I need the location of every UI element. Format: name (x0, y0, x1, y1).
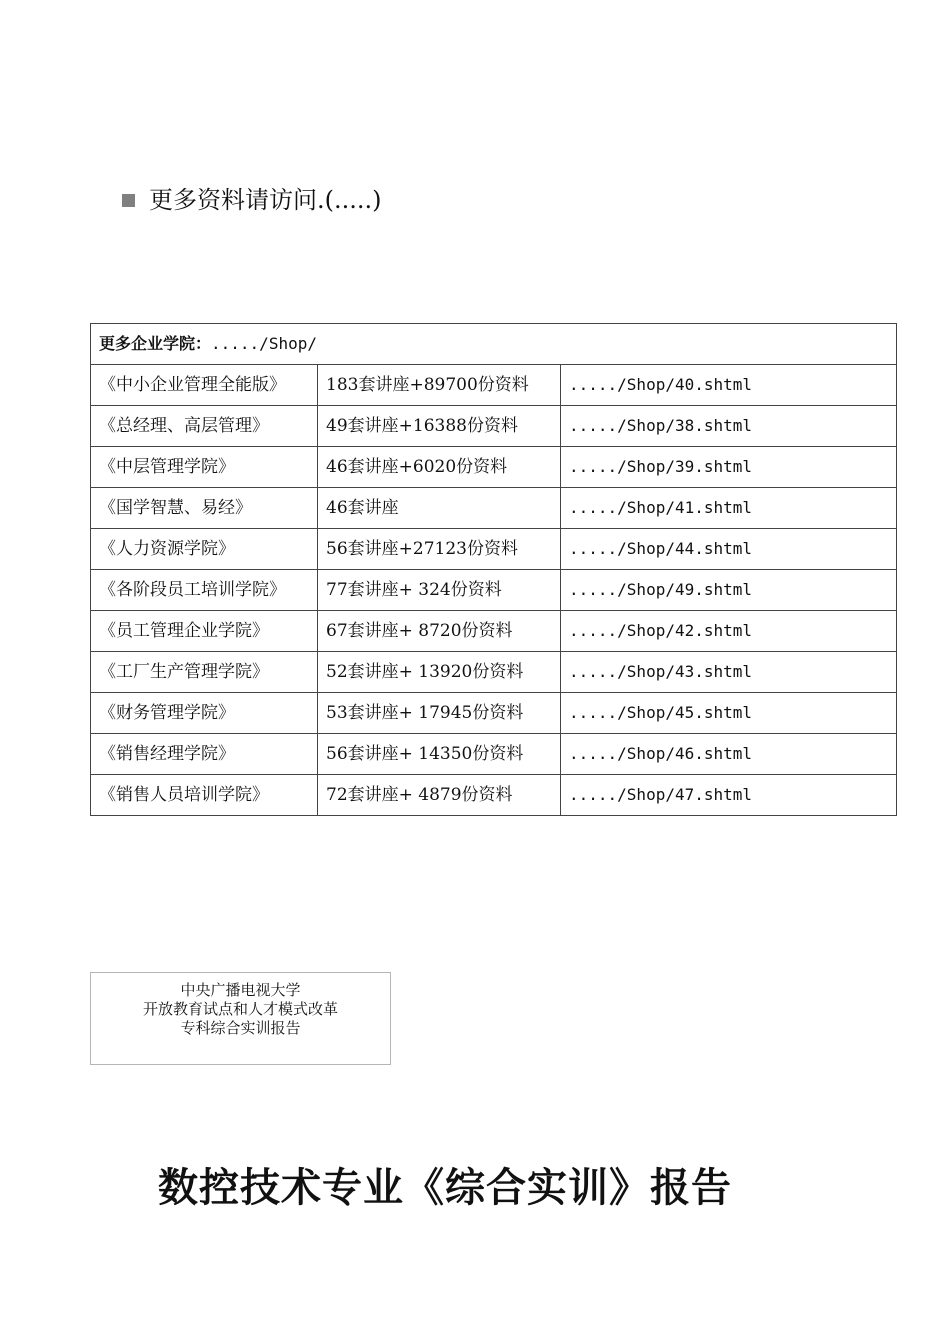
course-url-cell[interactable]: ...../Shop/47.shtml (561, 775, 897, 816)
course-content-cell: 67套讲座+ 8720份资料 (318, 611, 561, 652)
course-name-cell: 《工厂生产管理学院》 (91, 652, 318, 693)
course-name-cell: 《员工管理企业学院》 (91, 611, 318, 652)
course-name-cell: 《人力资源学院》 (91, 529, 318, 570)
course-content-cell: 49套讲座+16388份资料 (318, 406, 561, 447)
table-row (91, 693, 897, 734)
course-url-cell[interactable]: ...../Shop/43.shtml (561, 652, 897, 693)
notice-line (122, 184, 382, 216)
course-url-cell[interactable]: ...../Shop/46.shtml (561, 734, 897, 775)
course-table (90, 323, 897, 816)
table-row (91, 611, 897, 652)
course-name-cell: 《财务管理学院》 (91, 693, 318, 734)
table-header-cell (91, 324, 897, 365)
header-url[interactable]: ...../Shop/ (211, 334, 317, 353)
table-row (91, 447, 897, 488)
table-row (91, 652, 897, 693)
course-content-cell: 53套讲座+ 17945份资料 (318, 693, 561, 734)
course-content-cell: 46套讲座+6020份资料 (318, 447, 561, 488)
table-row (91, 775, 897, 816)
course-name-cell: 《各阶段员工培训学院》 (91, 570, 318, 611)
course-url-cell[interactable]: ...../Shop/44.shtml (561, 529, 897, 570)
course-url-cell[interactable]: ...../Shop/49.shtml (561, 570, 897, 611)
stamp-line-2: 开放教育试点和人才模式改革 (142, 1000, 338, 1018)
table-row (91, 365, 897, 406)
course-name-cell: 《销售人员培训学院》 (91, 775, 318, 816)
square-bullet-icon (122, 194, 135, 207)
course-name-cell: 《中层管理学院》 (91, 447, 318, 488)
course-content-cell: 46套讲座 (318, 488, 561, 529)
course-name-cell: 《销售经理学院》 (91, 734, 318, 775)
stamp-line-3: 专科综合实训报告 (180, 1019, 301, 1037)
table-row (91, 570, 897, 611)
header-label: 更多企业学院： (99, 334, 212, 353)
course-url-cell[interactable]: ...../Shop/45.shtml (561, 693, 897, 734)
table-row (91, 406, 897, 447)
course-url-cell[interactable]: ...../Shop/42.shtml (561, 611, 897, 652)
course-content-cell: 52套讲座+ 13920份资料 (318, 652, 561, 693)
table-row (91, 488, 897, 529)
course-name-cell: 《总经理、高层管理》 (91, 406, 318, 447)
stamp-line-1: 中央广播电视大学 (180, 981, 301, 999)
course-content-cell: 72套讲座+ 4879份资料 (318, 775, 561, 816)
course-url-cell[interactable]: ...../Shop/38.shtml (561, 406, 897, 447)
report-title: 数控技术专业《综合实训》报告 (158, 1165, 732, 1211)
notice-text: 更多资料请访问.(.....) (149, 186, 382, 214)
course-name-cell: 《中小企业管理全能版》 (91, 365, 318, 406)
course-url-cell[interactable]: ...../Shop/41.shtml (561, 488, 897, 529)
university-stamp-box (90, 972, 391, 1065)
course-content-cell: 56套讲座+ 14350份资料 (318, 734, 561, 775)
course-content-cell: 56套讲座+27123份资料 (318, 529, 561, 570)
table-row (91, 734, 897, 775)
course-name-cell: 《国学智慧、易经》 (91, 488, 318, 529)
table-header-row (91, 324, 897, 365)
course-url-cell[interactable]: ...../Shop/39.shtml (561, 447, 897, 488)
course-content-cell: 77套讲座+ 324份资料 (318, 570, 561, 611)
course-content-cell: 183套讲座+89700份资料 (318, 365, 561, 406)
course-url-cell[interactable]: ...../Shop/40.shtml (561, 365, 897, 406)
course-rows (91, 365, 897, 816)
table-row (91, 529, 897, 570)
